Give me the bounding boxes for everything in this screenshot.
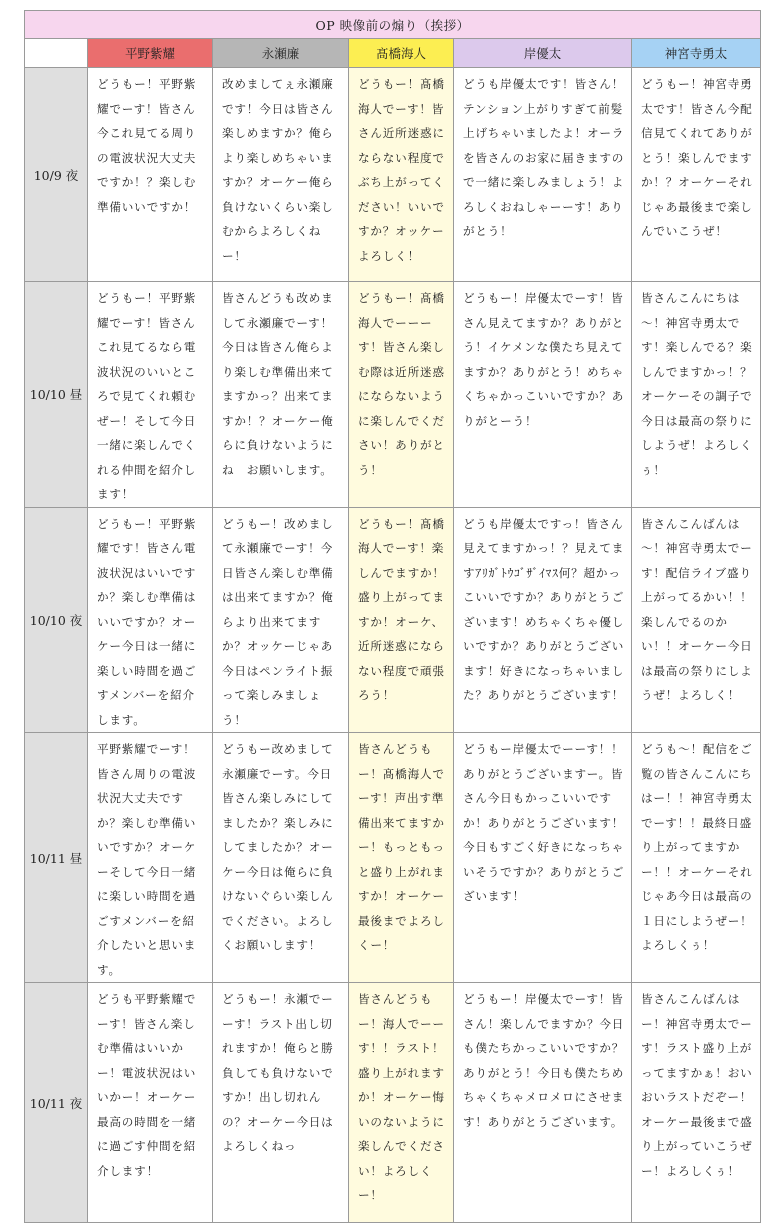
greeting-cell: 皆さんこんばんはー！神宮寺勇太でーす！ラスト盛り上がってますかぁ！おいおいラストだぞー！オーケー最後まで盛り上がっていこうぜー！よろしくぅ！ <box>632 983 761 1223</box>
greeting-cell: どうもー！髙橋海人でーす！楽しんでますか！盛り上がってますか！オーケ、近所迷惑にならない程度で頑張ろう！ <box>349 507 454 733</box>
greeting-cell: 皆さんこんにちは～！神宮寺勇太です！楽しんでる？楽しんでますかっ！？オーケーその調子で今日は最高の祭りにしようぜ！よろしくぅ！ <box>632 282 761 508</box>
greetings-table-container <box>24 10 761 1223</box>
table-row <box>25 68 761 282</box>
table-row <box>25 282 761 508</box>
member-header-nagase: 永瀬廉 <box>213 39 349 68</box>
greeting-cell: どうもー！平野紫耀です！皆さん電波状況はいいですか？楽しむ準備はいいですか？オーケー今日は一緒に楽しい時間を過ごすメンバーを紹介します。 <box>88 507 213 733</box>
date-cell: 10/11 夜 <box>25 983 88 1223</box>
greeting-cell: どうもー！髙橋海人でーーー す！皆さん楽しむ際は近所迷惑にならないように楽しんでください！ありがとう！ <box>349 282 454 508</box>
date-cell: 10/10 昼 <box>25 282 88 508</box>
greeting-cell: どうもー！神宮寺勇太です！皆さん今配信見てくれてありがとう！楽しんでますか！？オーケーそれじゃあ最後まで楽しんでいこうぜ！ <box>632 68 761 282</box>
member-header-kishi: 岸優太 <box>454 39 632 68</box>
member-header-takahashi: 髙橋海人 <box>349 39 454 68</box>
table-title: OP 映像前の煽り（挨拶） <box>25 11 761 39</box>
member-header-hirano: 平野紫耀 <box>88 39 213 68</box>
greeting-cell: どうもー！改めまして永瀬廉でーす！今日皆さん楽しむ準備は出来てますか？俺らより出来てますか？オッケーじゃあ今日はペンライト振って楽しみましょう！ <box>213 507 349 733</box>
greeting-cell: 皆さんどうも改めまして永瀬廉でーす！今日は皆さん俺らより楽しむ準備出来てますかっ？出来てますか！？オーケー俺らに負けないようにね お願いします。 <box>213 282 349 508</box>
greeting-cell: 改めましてぇ永瀬廉です！今日は皆さん楽しめますか？俺らより楽しめちゃいますか？オーケー俺ら負けないくらい楽しむからよろしくねー！ <box>213 68 349 282</box>
greeting-cell: どうもー！髙橋海人でーす！皆さん近所迷惑にならない程度でぶち上がってください！いいですか？オッケーよろしく！ <box>349 68 454 282</box>
greeting-cell: 皆さんどうもー！海人でーーす！！ラスト！盛り上がれますか！オーケー悔いのないように楽しんでください！よろしくー！ <box>349 983 454 1223</box>
greeting-cell: どうもー！岸優太でーす！皆さん！楽しんでますか？今日も僕たちかっこいいですか？ありがとう！今日も僕たちめちゃくちゃメロメロにさせます！ありがとうございます。 <box>454 983 632 1223</box>
greeting-cell: どうもー！平野紫耀でーす！皆さん今これ見てる周りの電波状況大丈夫ですか！？楽しむ準備いいですか！ <box>88 68 213 282</box>
table-row <box>25 983 761 1223</box>
greeting-cell: どうもー！永瀬でーーす！ラスト出し切れますか！俺らと勝負しても負けないですか！出し切れんの？オーケー今日はよろしくねっ <box>213 983 349 1223</box>
corner-cell <box>25 39 88 68</box>
greetings-table <box>24 10 761 1223</box>
greeting-cell: 平野紫耀でーす！皆さん周りの電波状況大丈夫ですか？楽しむ準備いいですか？オーケーそして今日一緒に楽しい時間を過ごすメンバーを紹介したいと思います。 <box>88 733 213 983</box>
member-header-jinguji: 神宮寺勇太 <box>632 39 761 68</box>
greeting-cell: どうもー！平野紫耀でーす！皆さんこれ見てるなら電波状況のいいところで見てくれ頼むぜー！そして今日一緒に楽しんでくれる仲間を紹介します！ <box>88 282 213 508</box>
greeting-cell: どうもー！岸優太でーす！皆さん見えてますか？ありがとう！イケメンな僕たち見えてますか？ありがとう！めちゃくちゃかっこいいですか？ありがとーう！ <box>454 282 632 508</box>
date-cell: 10/9 夜 <box>25 68 88 282</box>
greeting-cell: どうも岸優太です！皆さん！テンション上がりすぎて前髪上げちゃいましたよ！オーラを皆さんのお家に届きますので一緒に楽しみましょう！よろしくおねしゃーーす！ありがとう！ <box>454 68 632 282</box>
table-row <box>25 733 761 983</box>
greeting-cell: どうも～！配信をご覧の皆さんこんにちはー！！神宮寺勇太でーす！！最終日盛り上がってますかー！！オーケーそれじゃあ今日は最高の１日にしようぜー！よろしくぅ！ <box>632 733 761 983</box>
date-cell: 10/10 夜 <box>25 507 88 733</box>
greeting-cell: どうもー岸優太でーーす！！ありがとうございますー。皆さん今日もかっこいいですか！ありがとうございます！今日もすごく好きになっちゃいそうですか？ありがとうございます！ <box>454 733 632 983</box>
greeting-cell: 皆さんこんばんは～！神宮寺勇太でーす！配信ライブ盛り上がってるかい！！楽しんでるのかい！！オーケー今日は最高の祭りにしようぜ！よろしく！ <box>632 507 761 733</box>
date-cell: 10/11 昼 <box>25 733 88 983</box>
greeting-cell: どうも岸優太ですっ！皆さん見えてますかっ！？見えてますｱﾘｶﾞﾄｳｺﾞｻﾞｲﾏｽ何？超かっこいいですか？ありがとうございます！めちゃくちゃ優しいですか？ありがとうございます！好きになっちゃいました？ありがとうございます！ <box>454 507 632 733</box>
table-row <box>25 507 761 733</box>
greeting-cell: どうもー改めまして永瀬廉でーす。今日皆さん楽しみにしてましたか？楽しみにしてましたか？オーケー今日は俺らに負けないぐらい楽しんでください。よろしくお願いします！ <box>213 733 349 983</box>
greeting-cell: 皆さんどうもー！髙橋海人でーす！声出す準備出来てますかー！もっともっと盛り上がれますか！オーケー最後までよろしくー！ <box>349 733 454 983</box>
greeting-cell: どうも平野紫耀でーす！皆さん楽しむ準備はいいかー！電波状況はいいかー！オーケー最高の時間を一緒に過ごす仲間を紹介します！ <box>88 983 213 1223</box>
